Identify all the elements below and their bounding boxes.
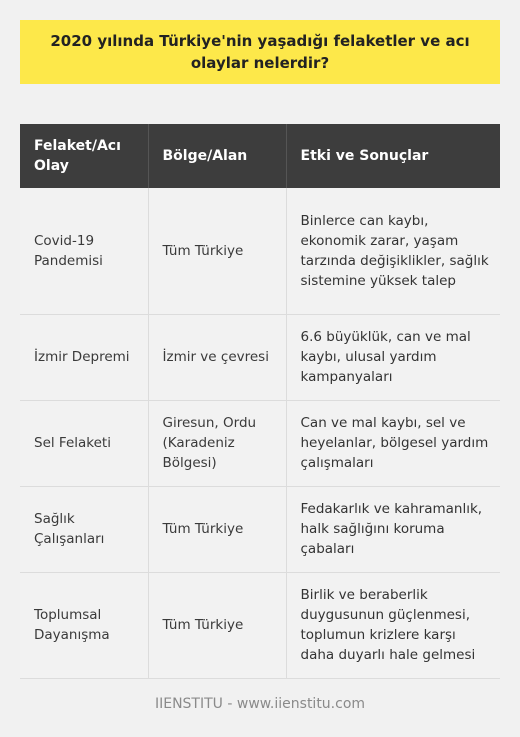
table-row (20, 188, 500, 314)
table-row (20, 400, 500, 486)
table-row (20, 314, 500, 400)
disasters-table (20, 124, 500, 679)
header-effects: Etki ve Sonuçlar (286, 124, 500, 188)
cell-region: İzmir ve çevresi (148, 314, 286, 400)
cell-disaster: İzmir Depremi (20, 314, 148, 400)
cell-disaster: Toplumsal Dayanışma (20, 572, 148, 678)
cell-disaster: Sel Felaketi (20, 400, 148, 486)
table-header-row (20, 124, 500, 188)
table-row (20, 572, 500, 678)
cell-disaster: Covid-19 Pandemisi (20, 188, 148, 314)
cell-effects: Binlerce can kaybı, ekonomik zarar, yaşam tarzında değişiklikler, sağlık sistemine yüksek talep (286, 188, 500, 314)
title-banner (20, 20, 500, 84)
header-region: Bölge/Alan (148, 124, 286, 188)
table-row (20, 486, 500, 572)
page-title: 2020 yılında Türkiye'nin yaşadığı felaketler ve acı olaylar nelerdir? (50, 32, 470, 72)
cell-region: Tüm Türkiye (148, 572, 286, 678)
cell-region: Tüm Türkiye (148, 486, 286, 572)
cell-region: Tüm Türkiye (148, 188, 286, 314)
cell-disaster: Sağlık Çalışanları (20, 486, 148, 572)
header-disaster: Felaket/Acı Olay (20, 124, 148, 188)
cell-region: Giresun, Ordu (Karadeniz Bölgesi) (148, 400, 286, 486)
cell-effects: Can ve mal kaybı, sel ve heyelanlar, bölgesel yardım çalışmaları (286, 400, 500, 486)
cell-effects: Birlik ve beraberlik duygusunun güçlenmesi, toplumun krizlere karşı daha duyarlı hale gelmesi (286, 572, 500, 678)
cell-effects: 6.6 büyüklük, can ve mal kaybı, ulusal yardım kampanyaları (286, 314, 500, 400)
cell-effects: Fedakarlık ve kahramanlık, halk sağlığını koruma çabaları (286, 486, 500, 572)
footer-credit: IIENSTITU - www.iienstitu.com (154, 696, 366, 712)
